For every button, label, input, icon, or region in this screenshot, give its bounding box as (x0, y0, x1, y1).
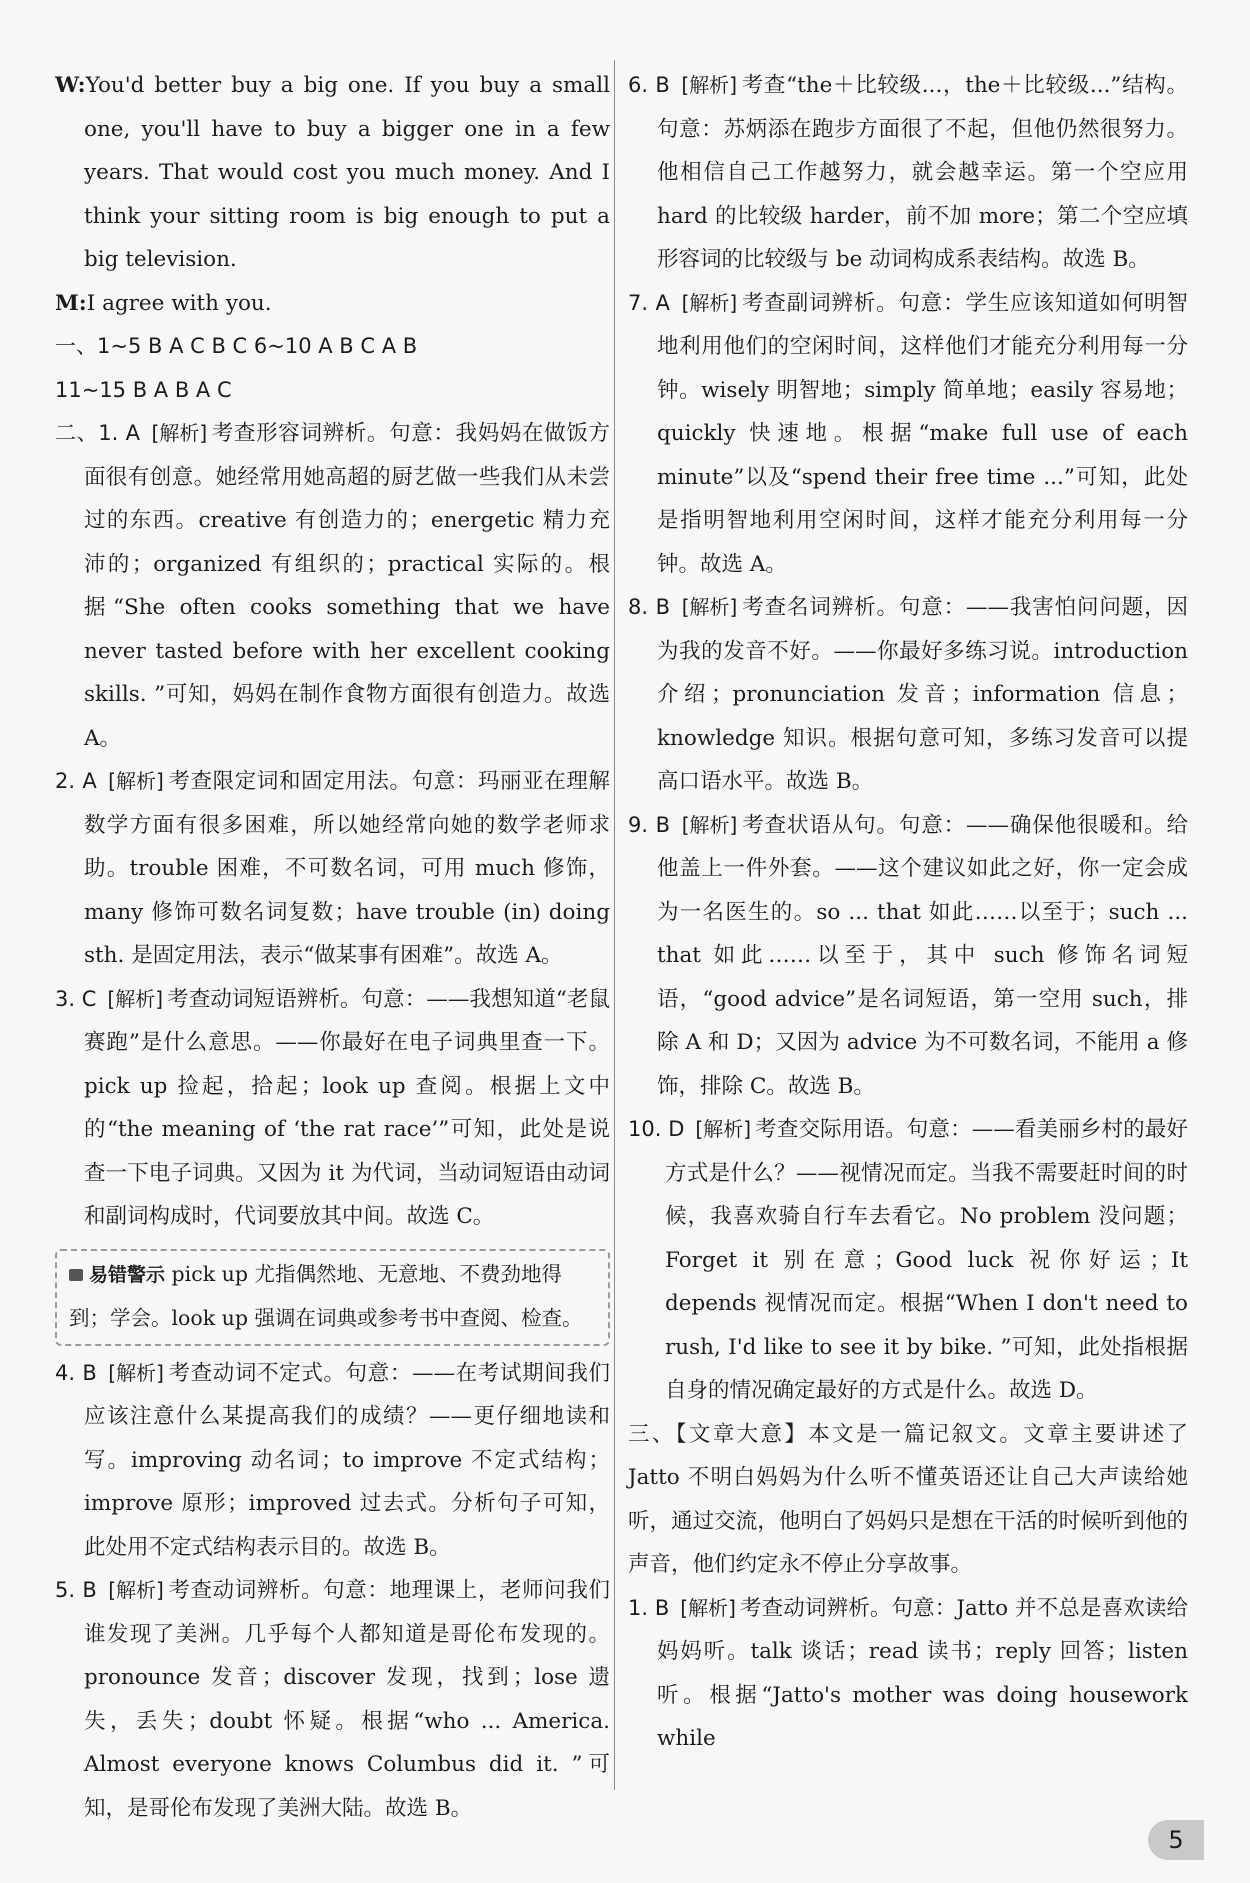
answer-item (628, 64, 1188, 282)
answer-explanation: 考查交际用语。句意：——看美丽乡村的最好方式是什么？——视情况而定。当我不需要赶时间的时候，我喜欢骑自行车去看它。No problem 没问题；Forget it 别在意；Good luck 祝你好运；It depends 视情况而定。根据“When I don't need to rush, I'd like to see it by bike. ”可知，此处指根据自身的情况确定最好的方式是什么。故选 D。 (665, 1117, 1188, 1403)
answer-explanation: 考查名词辨析。句意：——我害怕问问题，因为我的发音不好。——你最好多练习说。introduction 介绍；pronunciation 发音；information 信息；knowledge 知识。根据句意可知，多练习发音可以提高口语水平。故选 B。 (657, 595, 1188, 794)
analysis-tag: [ 解析 ] (104, 1577, 168, 1603)
analysis-tag: [ 解析 ] (104, 768, 168, 794)
section1-answers-line1: 一、1~5 B A C B C 6~10 A B C A B (55, 334, 418, 358)
analysis-tag: [ 解析 ] (678, 594, 742, 620)
answer-item (628, 1108, 1188, 1413)
right-column (628, 64, 1188, 1761)
answer-explanation: 考查形容词辨析。句意：我妈妈在做饭方面很有创意。她经常用她高超的厨艺做一些我们从未尝过的东西。creative 有创造力的；energetic 精力充沛的；organized 有组织的；practical 实际的。根据“She often cooks something that we have never tasted before with her excellent cooking skills. ”可知，妈妈在制作食物方面很有创造力。故选 A。 (84, 421, 610, 751)
analysis-tag: [ 解析 ] (678, 812, 742, 838)
section1-answers-line2: 11~15 B A B A C (55, 377, 232, 402)
dialogue-w: You'd better buy a big one. If you buy a small one, you'll have to buy a bigger one in a few years. That would cost you much money. And I think your sitting room is big enough to put a big television. (84, 73, 610, 272)
dialogue-m: I agree with you. (86, 290, 272, 316)
answer-item (55, 1352, 610, 1570)
section3-summary (628, 1413, 1188, 1587)
section3-heading: 三、【文章大意】 (628, 1421, 809, 1447)
answer-item (55, 412, 610, 760)
speaker-m: M: (55, 290, 87, 316)
analysis-tag: [ 解析 ] (676, 1595, 740, 1621)
page-number: 5 (1148, 1820, 1204, 1860)
answer-explanation: 考查动词辨析。句意：地理课上，老师问我们谁发现了美洲。几乎每个人都知道是哥伦布发现的。pronounce 发音；discover 发现，找到；lose 遗失，丢失；doubt 怀疑。根据“who ... America. Almost everyone knows Columbus did it. ”可知，是哥伦布发现了美洲大陆。故选 B。 (84, 1578, 610, 1821)
section3-text: 本文是一篇记叙文。文章主要讲述了 Jatto 不明白妈妈为什么听不懂英语还让自己大声读给她听，通过交流，他明白了妈妈只是想在干活的时候听到他的声音，他们约定永不停止分享故事。 (628, 1421, 1188, 1577)
answer-explanation: 考查“the＋比较级...，the＋比较级...”结构。句意：苏炳添在跑步方面很了不起，但他仍然很努力。他相信自己工作越努力，就会越幸运。第一个空应用 hard 的比较级 harder，前不加 more；第二个空应填形容词的比较级与 be 动词构成系表结构。故选 B。 (657, 73, 1188, 272)
analysis-tag: [ 解析 ] (691, 1116, 755, 1142)
answer-number: 5. B (55, 1578, 97, 1602)
answer-explanation: 考查状语从句。句意：——确保他很暖和。给他盖上一件外套。——这个建议如此之好，你一定会成为一名医生的。so ... that 如此……以至于；such ... that 如此……以至于，其中 such 修饰名词短语，“good advice”是名词短语，第一空用 such，排除 A 和 D；又因为 advice 为不可数名词，不能用 a 修饰，排除 C。故选 B。 (657, 812, 1188, 1099)
answer-explanation: 考查动词不定式。句意：——在考试期间我们应该注意什么某提高我们的成绩？——更仔细地读和写。improving 动名词；to improve 不定式结构；improve 原形；improved 过去式。分析句子可知，此处用不定式结构表示目的。故选 B。 (84, 1360, 610, 1560)
left-column (55, 64, 610, 1830)
column-divider (614, 60, 615, 1790)
answer-number: 7. A (628, 290, 670, 315)
answer-number: 8. B (628, 595, 670, 619)
analysis-tag: [ 解析 ] (104, 1360, 168, 1386)
warning-text: pick up 尤指偶然地、无意地、不费劲地得到；学会。look up 强调在词典或参考书中查阅、检查。 (69, 1261, 583, 1330)
speaker-w: W: (55, 73, 86, 98)
answer-item (55, 760, 610, 978)
answer-number: 6. B (628, 73, 670, 97)
answer-number: 1. B (628, 1595, 670, 1620)
answer-item (628, 282, 1188, 587)
warning-icon (69, 1269, 83, 1281)
answer-item (628, 1587, 1188, 1761)
answer-explanation: 考查限定词和固定用法。句意：玛丽亚在理解数学方面有很多困难，所以她经常向她的数学老师求助。trouble 困难，不可数名词，可用 much 修饰，many 修饰可数名词复数；have trouble (in) doing sth. 是固定用法，表示“做某事有困难”。故选 A。 (84, 769, 610, 968)
answer-explanation: 考查副词辨析。句意：学生应该知道如何明智地利用他们的空闲时间，这样他们才能充分利用每一分钟。wisely 明智地；simply 简单地；easily 容易地；quickly 快速地。根据“make full use of each minute”以及“spend their free time ...”可知，此处是指明智地利用空闲时间，这样才能充分利用每一分钟。故选 A。 (657, 290, 1188, 577)
warning-title: 易错警示 (89, 1263, 166, 1286)
common-mistake-box (55, 1249, 610, 1346)
answer-number: 9. B (628, 812, 670, 837)
analysis-tag: [ 解析 ] (148, 420, 212, 446)
answer-number: 10. D (628, 1117, 685, 1141)
answer-item (55, 1569, 610, 1830)
analysis-tag: [ 解析 ] (103, 986, 167, 1012)
answer-explanation: 考查动词短语辨析。句意：——我想知道“老鼠赛跑”是什么意思。——你最好在电子词典里查一下。pick up 捡起，拾起；look up 查阅。根据上文中的“the meaning of ‘the rat race’”可知，此处是说查一下电子词典。又因为 it 为代词，当动词短语由动词和副词构成时，代词要放其中间。故选 C。 (84, 986, 611, 1229)
answer-item (628, 586, 1188, 804)
answer-item (628, 804, 1188, 1109)
answer-number: 3. C (55, 986, 97, 1011)
analysis-tag: [ 解析 ] (677, 72, 741, 98)
answer-item (55, 978, 610, 1239)
answer-number: 2. A (55, 769, 97, 793)
answer-explanation: 考查动词辨析。句意：Jatto 并不总是喜欢读给妈妈听。talk 谈话；read 读书；reply 回答；listen 听。根据“Jatto's mother was doing housework while (657, 1595, 1189, 1751)
analysis-tag: [ 解析 ] (678, 290, 742, 316)
answer-number: 二、1. A (55, 421, 141, 445)
answer-number: 4. B (55, 1360, 97, 1385)
